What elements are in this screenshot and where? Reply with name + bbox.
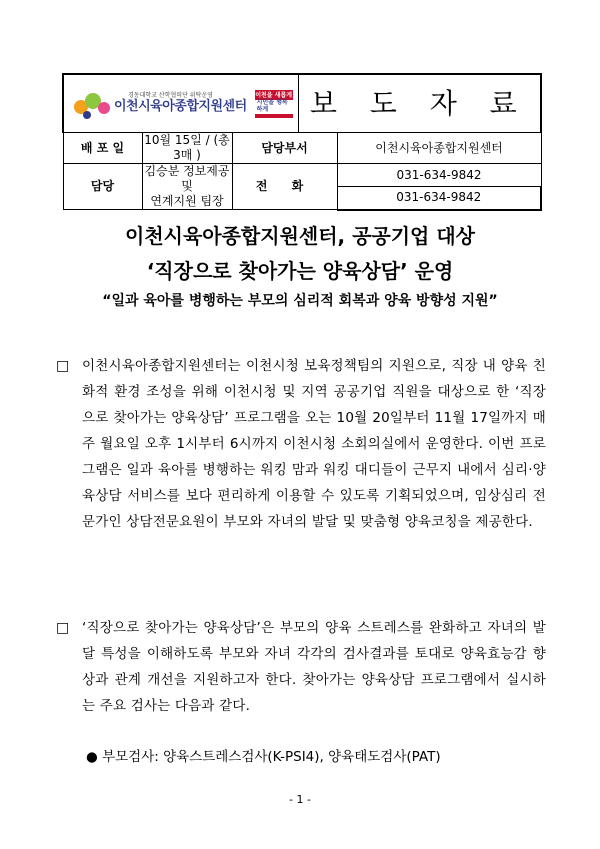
bullet-marker: ● [86,749,98,765]
paragraph-2-text: ‘직장으로 찾아가는 양육상담’은 부모의 양육 스트레스를 완화하고 자녀의 발달 특성을 이해하도록 부모와 자녀 각각의 검사결과를 토대로 양육효능감 향상과 관계 개선을 지원하고자 한다. 찾아가는 양육상담 프로그램에서 실시하는 주요 검사는 다음과 같다. [82,620,546,714]
center-logo-icon [72,88,112,120]
department-label: 담당부서 [232,133,337,164]
contact-person-label: 담당 [63,164,142,210]
bullet-item [86,745,441,765]
phone-value-2: 031-634-9842 [337,187,541,210]
center-logo [64,88,298,120]
city-slogan-badge: 이천을 새롭게 시민을 행복하게 [255,90,293,118]
headline-line-1: 이천시육아종합지원센터, 공공기업 대상 [125,224,475,248]
paragraph-marker: □ [56,358,70,374]
distribution-date-value: 10월 15일 / (총 3매 ) [142,133,232,164]
press-release-title: 보 도 자 료 [298,74,541,133]
contact-person-value: 김승분 정보제공 및 연계지원 팀장 [142,164,232,210]
phone-value-1: 031-634-9842 [337,164,541,187]
paragraph-marker: □ [56,620,70,636]
paragraph-1 [56,353,546,535]
headline-subtitle: “일과 육아를 병행하는 부모의 심리적 회복과 양육 방향성 지원” [102,293,498,309]
phone-label: 전 화 [232,164,337,210]
paragraph-1-text: 이천시육아종합지원센터는 이천시청 보육정책팀의 지원으로, 직장 내 양육 친화적 환경 조성을 위해 이천시청 및 지역 공공기업 직원을 대상으로 한 ‘직장으로 찾아가는 양육상담’ 프로그램을 오는 10월 20일부터 11월 17일까지 매주 월요일 오후 1시부터 6시까지 이천시청 소회의실에서 운영한다. 이번 프로그램은 일과 육아를 병행하는 워킹 맘과 워킹 대디들이 근무지 내에서 심리·양육상담 서비스를 보다 편리하게 이용할 수 있도록 기획되었으며, 임상심리 전문가인 상담전문요원이 부모와 자녀의 발달 및 맞춤형 양육코칭을 제공한다. [82,358,546,530]
logo-title: 이천시육아종합지원센터 [114,99,247,115]
logo-cell [63,74,298,133]
distribution-date-label: 배 포 일 [63,133,142,164]
press-header-table [62,73,542,211]
logo-subtitle: 경동대학교 산학협력단 위탁운영 [128,91,213,99]
bullet-text: 부모검사: 양육스트레스검사(K-PSI4), 양육태도검사(PAT) [102,749,441,765]
headline-line-2: ‘직장으로 찾아가는 양육상담’ 운영 [146,259,454,283]
page-number: - 1 - [289,793,311,806]
paragraph-2 [56,615,546,719]
department-value: 이천시육아종합지원센터 [337,133,541,164]
